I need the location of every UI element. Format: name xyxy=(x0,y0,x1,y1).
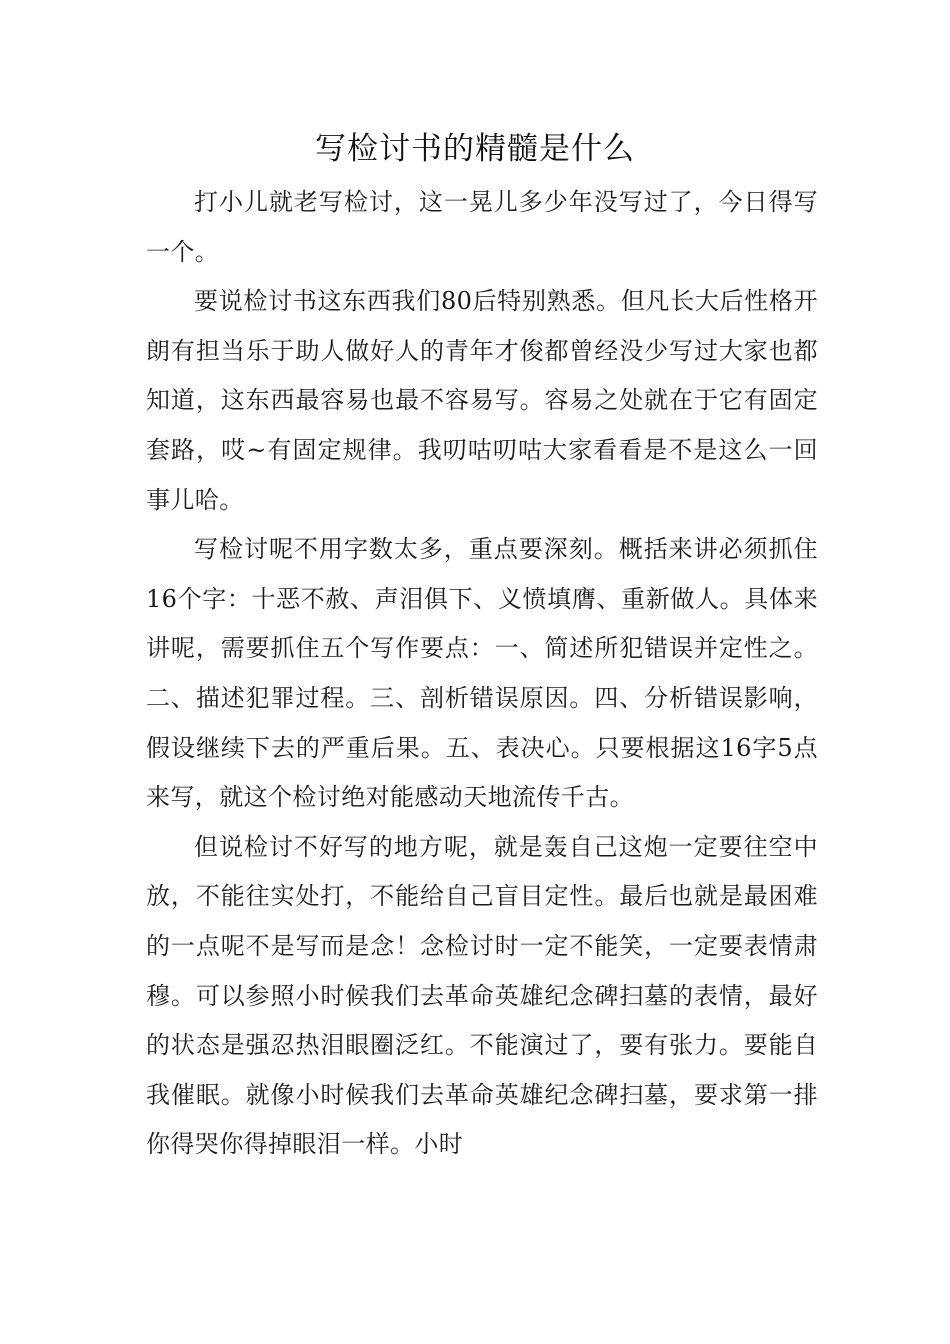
paragraph: 打小儿就老写检讨，这一晃儿多少年没写过了，今日得写一个。 xyxy=(146,188,818,266)
document-body xyxy=(146,178,818,1170)
document-title: 写检讨书的精髓是什么 xyxy=(315,131,635,167)
paragraph: 写检讨呢不用字数太多，重点要深刻。概括来讲必须抓住16个字：十恶不赦、声泪俱下、义愤填膺、重新做人。具体来讲呢，需要抓住五个写作要点：一、简述所犯错误并定性之。二、描述犯罪过程。三、剖析错误原因。四、分析错误影响，假设继续下去的严重后果。五、表决心。只要根据这16字5点来写，就这个检讨绝对能感动天地流传千古。 xyxy=(146,535,818,812)
paragraph: 但说检讨不好写的地方呢，就是轰自己这炮一定要往空中放，不能往实处打，不能给自己盲目定性。最后也就是最困难的一点呢不是写而是念！念检讨时一定不能笑，一定要表情肃穆。可以参照小时候我们去革命英雄纪念碑扫墓的表情，最好的状态是强忍热泪眼圈泛红。不能演过了，要有张力。要能自我催眠。就像小时候我们去革命英雄纪念碑扫墓，要求第一排你得哭你得掉眼泪一样。小时 xyxy=(146,832,818,1159)
paragraph: 要说检讨书这东西我们80后特别熟悉。但凡长大后性格开朗有担当乐于助人做好人的青年才俊都曾经没少写过大家也都知道，这东西最容易也最不容易写。容易之处就在于它有固定套路，哎~有固定规律。我叨咕叨咕大家看看是不是这么一回事儿哈。 xyxy=(146,287,818,514)
